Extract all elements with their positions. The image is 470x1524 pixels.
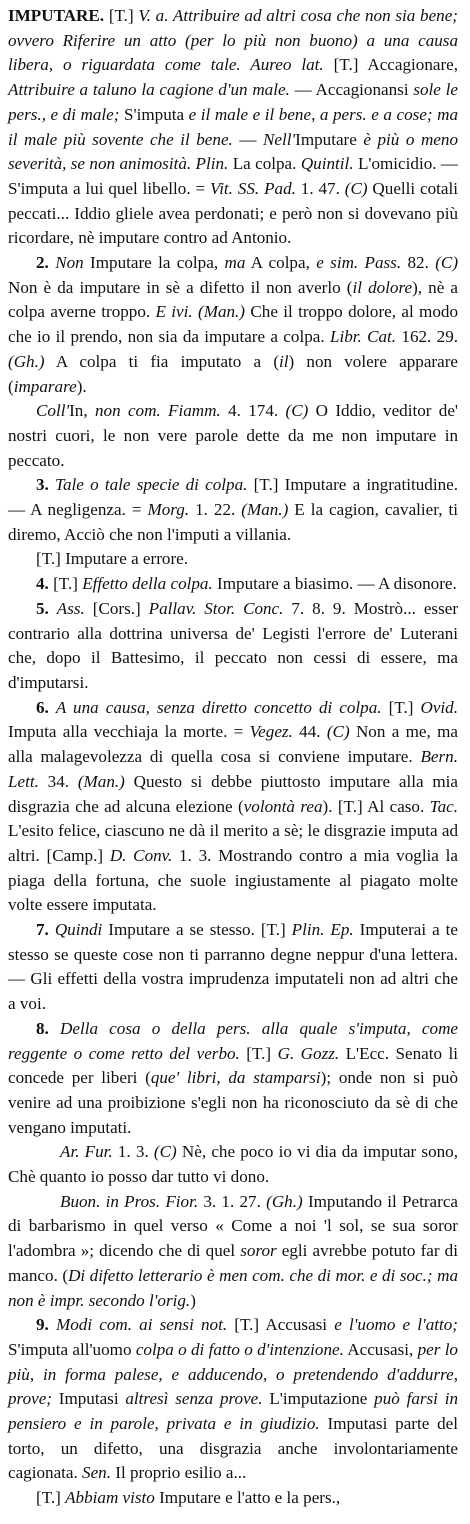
text-segment: (C) bbox=[285, 401, 309, 421]
text-segment: 5. bbox=[36, 598, 57, 618]
entry-definition bbox=[8, 4, 458, 251]
sense-paragraph bbox=[8, 1190, 458, 1314]
text-segment: Imputerai a te stesso se queste cose non ti parranno degne neppur d'una lettera. — Gli effetti della vostra imprudenza imputateli non ad altri che a voi. bbox=[8, 920, 459, 1014]
text-segment: E la cagion, cavalier, ti diremo, Acciò che non l'imputi a villania. bbox=[8, 500, 459, 544]
text-segment: Imputasi bbox=[51, 1389, 126, 1409]
text-segment: S'imputa bbox=[119, 104, 189, 124]
text-segment: [T.] bbox=[53, 574, 83, 594]
text-segment: Che il troppo dolore, al modo che io il prendo, non sia da imputare a colpa. bbox=[8, 302, 458, 347]
text-segment: Imputare e l'atto e la pers., bbox=[154, 1488, 341, 1508]
text-segment: [T.] bbox=[239, 1043, 278, 1063]
text-segment: 1. 3. bbox=[112, 1142, 154, 1162]
text-segment: 4. 174. bbox=[220, 401, 286, 421]
sense-paragraph bbox=[8, 473, 458, 547]
text-segment: Sen. bbox=[82, 1463, 112, 1483]
text-segment: L'Ecc. Senato li concede per liberi ( bbox=[8, 1043, 458, 1088]
text-segment: 34. bbox=[38, 771, 78, 791]
sense-paragraph bbox=[8, 918, 458, 1017]
text-segment: e di male; bbox=[50, 104, 120, 124]
text-segment: 7. 8. 9. Mostrò... esser contrario alla dottrina universa de' Legisti l'errore de' Luterani che, dopo il Battesimo, il peccato non cessi di essere, ma d'imputarsi. bbox=[8, 598, 459, 692]
text-segment: ). bbox=[76, 376, 87, 396]
text-segment: (C) bbox=[153, 1142, 177, 1162]
text-segment: ); onde non si può venire ad una proibizione s'egli non ha riconosciuto da sè di che vengano imputati. bbox=[8, 1068, 458, 1137]
text-segment: La colpa. bbox=[228, 154, 301, 174]
text-segment: e sim. Pass. bbox=[316, 253, 402, 273]
sense-paragraph bbox=[8, 1313, 458, 1486]
text-segment: A colpa ti fia imputato a ( bbox=[44, 351, 280, 371]
text-segment: Pallav. Stor. Conc. bbox=[148, 598, 284, 618]
text-segment: L'omicidio. — S'imputa a lui quel libello. = bbox=[8, 154, 458, 198]
text-segment: 4. bbox=[36, 574, 54, 594]
text-segment: [T.] bbox=[108, 6, 139, 25]
text-segment: D. Conv. bbox=[109, 845, 173, 865]
text-segment: , bbox=[41, 104, 51, 124]
text-segment: 7. bbox=[36, 920, 55, 940]
text-segment: S'imputa all'uomo bbox=[8, 1339, 136, 1359]
text-segment: Tac. bbox=[429, 796, 458, 816]
text-segment: L'imputazione bbox=[262, 1389, 375, 1409]
text-segment: Non è da imputare in sè a difetto il non averlo ( bbox=[8, 277, 353, 297]
text-segment: 1. 3. Mostrando contro a mia voglia la piaga della fortuna, che suole ingiustamente al piagato molte volte essere imputata. bbox=[8, 845, 458, 915]
text-segment: L'esito felice, ciascuno ne dà il merito a sè; le disgrazie imputa ad altri. [Camp.] bbox=[8, 821, 458, 865]
text-segment: 9. bbox=[36, 1315, 56, 1335]
text-segment: Modi com. ai sensi not. bbox=[56, 1315, 228, 1335]
text-segment: — bbox=[232, 129, 263, 149]
text-segment: egli avrebbe potuto far di manco. ( bbox=[8, 1241, 458, 1285]
text-segment: 82. bbox=[401, 253, 436, 273]
sense-paragraph bbox=[8, 597, 458, 696]
text-segment: que' libri, da stamparsi bbox=[150, 1068, 321, 1088]
text-segment: 3. 1. 27. bbox=[198, 1191, 267, 1211]
text-segment: In, bbox=[69, 401, 95, 421]
text-segment: E ivi. (Man.) bbox=[155, 302, 246, 322]
text-segment: — Accagionansi bbox=[289, 80, 414, 100]
sense-paragraph bbox=[8, 399, 458, 473]
text-segment: Ovid. bbox=[420, 697, 458, 717]
text-segment: [T.] bbox=[381, 697, 421, 717]
text-segment: (C) bbox=[435, 253, 459, 273]
text-segment: Non bbox=[55, 253, 84, 273]
text-segment: Vit. SS. Pad. bbox=[210, 178, 296, 198]
sense-paragraph bbox=[8, 251, 458, 399]
text-segment: 3. bbox=[36, 475, 56, 495]
text-segment: Ass. bbox=[56, 598, 85, 618]
text-segment: Libr. Cat. bbox=[329, 327, 397, 347]
text-segment: Accusasi, bbox=[343, 1339, 418, 1359]
text-segment: Della cosa o della pers. alla quale s'imputa, come reggente o come retto del verbo. bbox=[8, 1018, 458, 1063]
text-segment: soror bbox=[240, 1241, 277, 1261]
text-segment: Non a me, ma alla malagevolezza di quella cosa si conviene imputare. bbox=[8, 722, 458, 767]
text-segment: per lo più, in forma palese, e adducendo, o pretendendo d'addurre, prove; bbox=[8, 1339, 458, 1409]
text-segment: G. Gozz. bbox=[277, 1043, 340, 1063]
text-segment: e l'uomo e l'atto; bbox=[334, 1315, 459, 1335]
text-segment: Imputare la colpa, bbox=[83, 253, 225, 273]
text-segment: Tale o tale specie di colpa. bbox=[55, 475, 248, 495]
text-segment: ) non volere apparare ( bbox=[8, 351, 458, 396]
text-segment: [T.] Imputare a ingratitudine. — A negligenza. = bbox=[8, 475, 458, 520]
text-segment: (Gh.) bbox=[266, 1191, 303, 1211]
text-segment: 162. 29. bbox=[396, 327, 459, 347]
text-segment: (Man.) bbox=[241, 500, 289, 520]
text-segment: e il male e il bene, a pers. e a cose; ma il male più sovente che il bene. bbox=[8, 104, 458, 149]
text-segment: [T.] Imputare a errore. bbox=[36, 549, 189, 569]
text-segment: Imputare a biasimo. — A disonore. bbox=[212, 574, 457, 594]
sense-paragraph bbox=[8, 1140, 458, 1189]
text-segment: Imputando il Petrarca di barbarismo in quel verso « Come a noi 'l sol, se sua soror l'adombra »; dicendo che di quel bbox=[8, 1191, 458, 1261]
text-segment: sole le pers. bbox=[8, 80, 458, 124]
text-segment: volontà rea bbox=[243, 796, 323, 816]
text-segment: colpa o di fatto o d'intenzione. bbox=[135, 1339, 344, 1359]
text-segment: il dolore bbox=[352, 277, 413, 297]
text-segment: ) bbox=[190, 1290, 196, 1310]
text-segment: (C) bbox=[344, 178, 368, 198]
text-segment: Attribuire a taluno la cagione d'un male. bbox=[8, 80, 290, 100]
text-segment: è più o meno severità, se non animosità. Plin. bbox=[8, 129, 458, 174]
text-segment: ). [T.] Al caso. bbox=[322, 796, 430, 816]
text-segment: A una causa, senza diretto concetto di colpa. bbox=[55, 697, 382, 717]
text-segment: Il proprio esilio a... bbox=[111, 1463, 247, 1483]
text-segment: 1. 47. bbox=[295, 178, 345, 198]
text-segment: Questo si debbe piuttosto imputare alla mia disgrazia che ad alcuna elezione ( bbox=[8, 771, 459, 816]
text-segment: Abbiam visto bbox=[65, 1488, 155, 1508]
text-segment: Imputasi parte del torto, un difetto, una disgrazia anche involontariamente cagionata. bbox=[8, 1414, 459, 1483]
text-segment: Coll' bbox=[36, 401, 70, 421]
text-segment: (Gh.) bbox=[8, 351, 45, 371]
text-segment: Effetto della colpa. bbox=[82, 574, 213, 594]
text-segment: Bern. Lett. bbox=[8, 747, 458, 791]
text-segment: Quelli cotali peccati... Iddio gliele avea perdonati; e però non si dovevano più ricordare, nè imputare contro ad Antonio. bbox=[8, 178, 459, 248]
text-segment: (Man.) bbox=[77, 771, 125, 791]
headword: IMPUTARE. bbox=[8, 6, 109, 25]
sense-paragraph bbox=[8, 547, 458, 572]
sense-paragraph bbox=[8, 1486, 458, 1511]
text-segment: Imputa alla vecchiaja la morte. = bbox=[8, 722, 250, 742]
text-segment: [T.] Accusasi bbox=[227, 1315, 335, 1335]
text-segment: 6. bbox=[36, 697, 56, 717]
text-segment: Vegez. bbox=[249, 722, 293, 742]
text-segment: il bbox=[279, 351, 289, 371]
text-segment: Quintil. bbox=[300, 154, 354, 174]
text-segment: [Cors.] bbox=[84, 598, 149, 618]
text-segment: V. a. Attribuire ad altri cosa che non sia bene; ovvero Riferire un atto (per lo più non buono) a una causa libera, o riguardata come tale. Aureo lat. bbox=[8, 6, 458, 75]
text-segment: Imputare bbox=[295, 129, 364, 149]
text-segment: 2. bbox=[36, 253, 56, 273]
text-segment: non com. Fiamm. bbox=[94, 401, 221, 421]
text-segment: può farsi in pensiero e in parole, privata e in giudizio. bbox=[8, 1389, 458, 1434]
text-segment: Ar. Fur. bbox=[60, 1142, 113, 1162]
text-segment: altresì senza prove. bbox=[125, 1389, 263, 1409]
text-segment: 1. 22. bbox=[189, 500, 242, 520]
text-segment: Plin. Ep. bbox=[291, 920, 354, 940]
text-segment: Di difetto letterario è men com. che di mor. e di soc.; ma non è impr. secondo l'orig. bbox=[8, 1265, 458, 1310]
text-segment: Quindi bbox=[54, 920, 103, 940]
text-segment: 44. bbox=[292, 722, 327, 742]
text-segment: Morg. bbox=[147, 500, 190, 520]
text-segment: Buon. in Pros. Fior. bbox=[60, 1191, 199, 1211]
text-segment: (C) bbox=[326, 722, 350, 742]
text-segment: ), nè a colpa averne troppo. bbox=[8, 277, 458, 322]
sense-paragraph bbox=[8, 1017, 458, 1141]
text-segment: A colpa, bbox=[245, 253, 317, 273]
text-segment: [T.] bbox=[36, 1488, 66, 1508]
text-segment: imparare bbox=[13, 376, 77, 396]
text-segment: Imputare a se stesso. [T.] bbox=[102, 920, 292, 940]
sense-paragraph bbox=[8, 572, 458, 597]
sense-paragraph bbox=[8, 696, 458, 918]
text-segment: Nell' bbox=[262, 129, 296, 149]
text-segment: [T.] Accagionare, bbox=[333, 55, 459, 75]
text-segment: Nè, che poco io vi dia da imputar sono, Chè quanto io posso dar tutto vi dono. bbox=[8, 1142, 458, 1187]
text-segment: O Iddio, veditor de' nostri cuori, le non vere parole dette da me non imputare in peccato. bbox=[8, 401, 459, 470]
text-segment: 8. bbox=[36, 1018, 61, 1038]
text-segment: ma bbox=[224, 253, 246, 273]
